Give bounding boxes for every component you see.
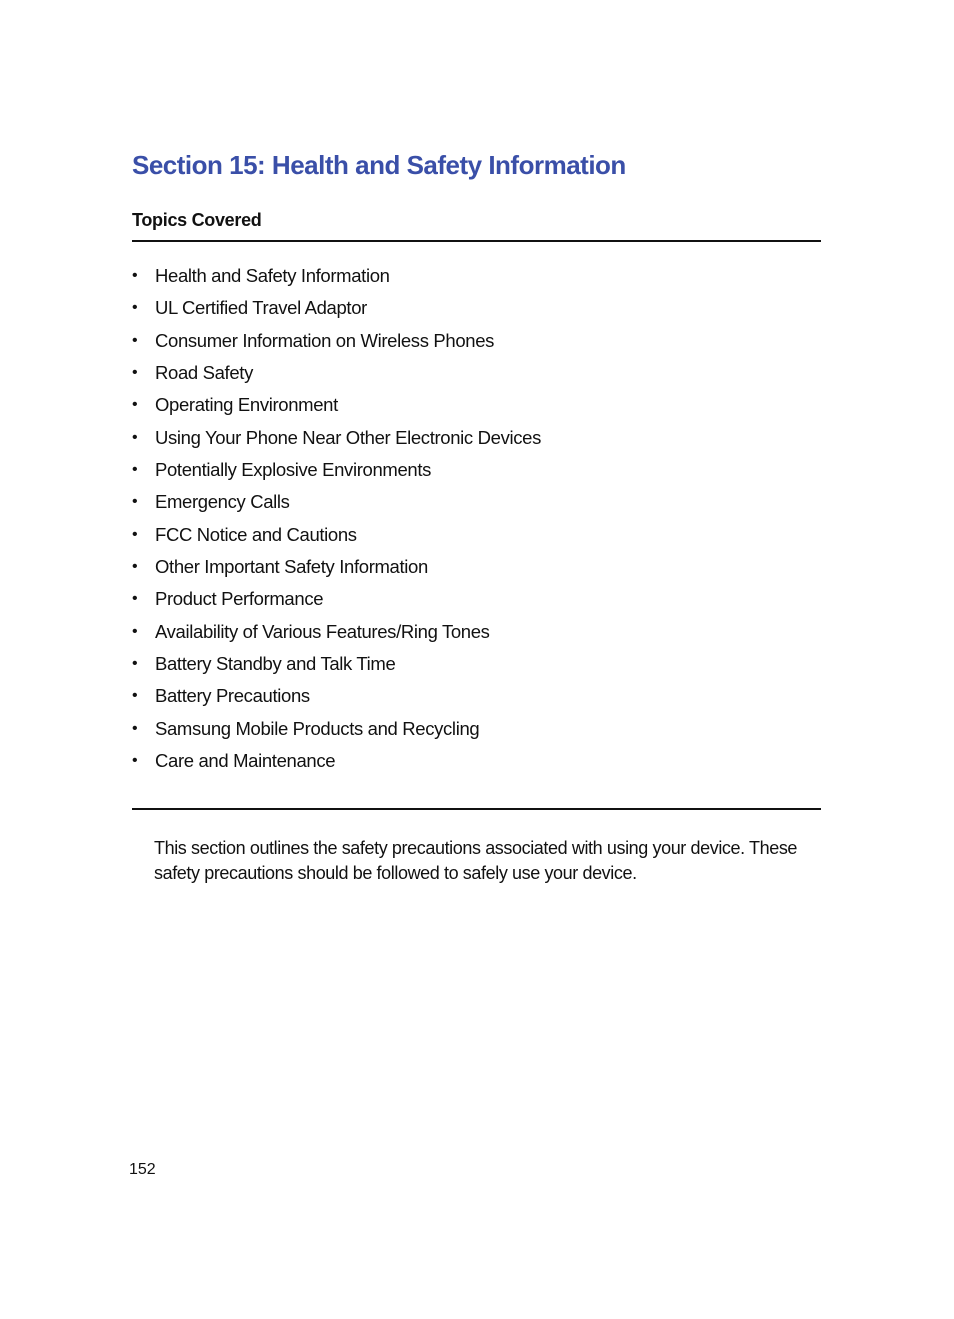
topic-label: Care and Maintenance	[155, 750, 336, 772]
topic-label: Availability of Various Features/Ring Tones	[155, 620, 490, 642]
bullet-icon: •	[132, 267, 138, 284]
bullet-icon: •	[132, 719, 138, 737]
topic-label: Consumer Information on Wireless Phones	[155, 329, 495, 351]
section-title: Section 15: Health and Safety Information	[132, 150, 626, 180]
topic-label: Other Important Safety Information	[155, 556, 428, 578]
topic-label: Road Safety	[155, 362, 253, 384]
bullet-icon: •	[132, 752, 138, 770]
bullet-icon: •	[132, 331, 138, 349]
bullet-icon: •	[132, 655, 138, 673]
bullet-icon: •	[132, 299, 138, 317]
bullet-icon: •	[132, 493, 138, 511]
bullet-icon: •	[132, 558, 138, 576]
page-number: 152	[129, 1161, 156, 1178]
topic-label: Samsung Mobile Products and Recycling	[155, 717, 480, 739]
top-divider	[132, 240, 821, 242]
intro-paragraph: This section outlines the safety precautions associated with using your device. These safety precautions should be followed to safely use your device.	[154, 838, 798, 883]
bullet-icon: •	[132, 461, 138, 479]
topic-label: Using Your Phone Near Other Electronic Devices	[155, 426, 541, 448]
topic-label: Battery Precautions	[155, 685, 310, 707]
topics-covered-heading: Topics Covered	[132, 210, 262, 230]
bullet-icon: •	[132, 525, 138, 543]
bottom-divider	[132, 808, 821, 810]
bullet-icon: •	[132, 364, 138, 382]
topic-label: Emergency Calls	[155, 491, 290, 513]
topic-label: Operating Environment	[155, 394, 338, 416]
bullet-icon: •	[132, 687, 138, 705]
topic-label: Product Performance	[155, 588, 324, 610]
bullet-icon: •	[132, 590, 138, 608]
bullet-icon: •	[132, 396, 138, 414]
bullet-icon: •	[132, 428, 138, 446]
topic-label: Battery Standby and Talk Time	[155, 653, 396, 675]
topic-label: Health and Safety Information	[155, 265, 390, 286]
bullet-icon: •	[132, 622, 138, 640]
topic-label: UL Certified Travel Adaptor	[155, 297, 367, 319]
topic-label: FCC Notice and Cautions	[155, 523, 357, 545]
topic-label: Potentially Explosive Environments	[155, 459, 432, 481]
